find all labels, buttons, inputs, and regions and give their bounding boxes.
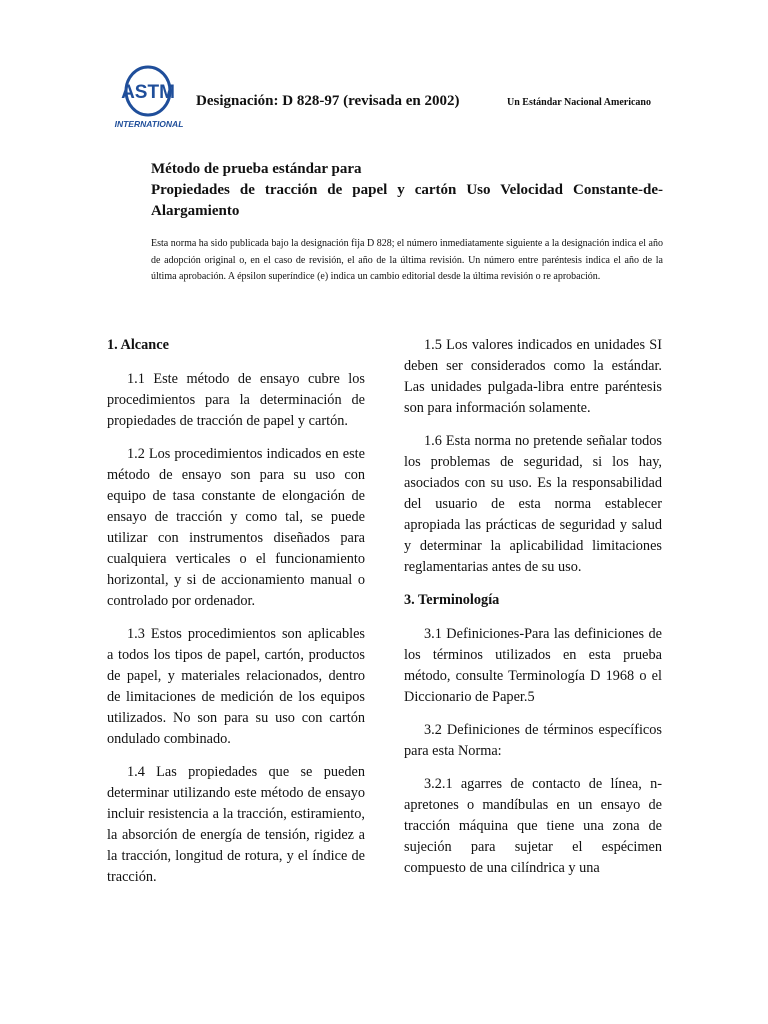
title-line-2: Propiedades de tracción de papel y cartón Uso Velocidad Constante-de- xyxy=(151,182,663,198)
left-column xyxy=(107,335,365,888)
title-line-1: Método de prueba estándar para xyxy=(151,161,362,177)
logo-text-international: INTERNATIONAL xyxy=(114,119,184,129)
section-heading-terminology: 3. Terminología xyxy=(404,592,500,608)
paragraph-1-3: 1.3 Estos procedimientos son aplicables a todos los tipos de papel, cartón, productos de papel, y materiales relacionados, dentro de limitaciones de medición de los equipos utilizados. No son para su uso con cartón ondulado combinado. xyxy=(107,626,365,747)
document-title xyxy=(151,159,663,222)
national-standard-label: Un Estándar Nacional Americano xyxy=(507,97,651,108)
paragraph-3-2-1: 3.2.1 agarres de contacto de línea, n-apretones o mandíbulas en un ensayo de tracción máquina que tiene una zona de sujeción para sujetar el espécimen compuesto de una cilíndrica y una xyxy=(404,776,662,876)
astm-logo xyxy=(110,64,188,132)
designation: Designación: D 828-97 (revisada en 2002) xyxy=(196,93,460,109)
paragraph-1-5: 1.5 Los valores indicados en unidades SI deben ser considerados como la estándar. Las unidades pulgada-libra entre paréntesis son para información solamente. xyxy=(404,337,662,416)
paragraph-3-1: 3.1 Definiciones-Para las definiciones de los términos utilizados en esta prueba método, consulte Terminología D 1968 o el Diccionario de Paper.5 xyxy=(404,626,662,705)
paragraph-1-1: 1.1 Este método de ensayo cubre los procedimientos para la determinación de propiedades de tracción de papel y cartón. xyxy=(107,371,365,429)
section-heading-scope: 1. Alcance xyxy=(107,337,169,353)
publication-note: Esta norma ha sido publicada bajo la designación fija D 828; el número inmediatamente siguiente a la designación indica el año de adopción original o, en el caso de revisión, el año de la última revisión. Un número entre paréntesis indica el año de la última aprobación. A épsilon superíndice (e) indica un cambio editorial desde la última revisión o re aprobación. xyxy=(151,238,663,282)
right-column xyxy=(404,335,662,879)
paragraph-1-4: 1.4 Las propiedades que se pueden determinar utilizando este método de ensayo incluir resistencia a la tracción, estiramiento, la absorción de energía de tensión, rigidez a la tracción, longitud de rotura, y el índice de tracción. xyxy=(107,764,365,885)
paragraph-1-6: 1.6 Esta norma no pretende señalar todos los problemas de seguridad, si los hay, asociados con su uso. Es la responsabilidad del usuario de esta norma establecer apropiada las prácticas de seguridad y salud y determinar la aplicabilidad limitaciones reglamentarias antes de su uso. xyxy=(404,433,662,575)
paragraph-1-2: 1.2 Los procedimientos indicados en este método de ensayo son para su uso con equipo de tasa constante de elongación de ensayo de tracción y como tal, se puede utilizar con instrumentos diseñados para cualquiera verticales o el funcionamiento horizontal, y si de accionamiento manual o controlado por ordenador. xyxy=(107,446,365,609)
logo-text-astm: ASTM xyxy=(121,82,175,103)
paragraph-3-2: 3.2 Definiciones de términos específicos para esta Norma: xyxy=(404,722,662,759)
title-line-3: Alargamiento xyxy=(151,203,240,219)
